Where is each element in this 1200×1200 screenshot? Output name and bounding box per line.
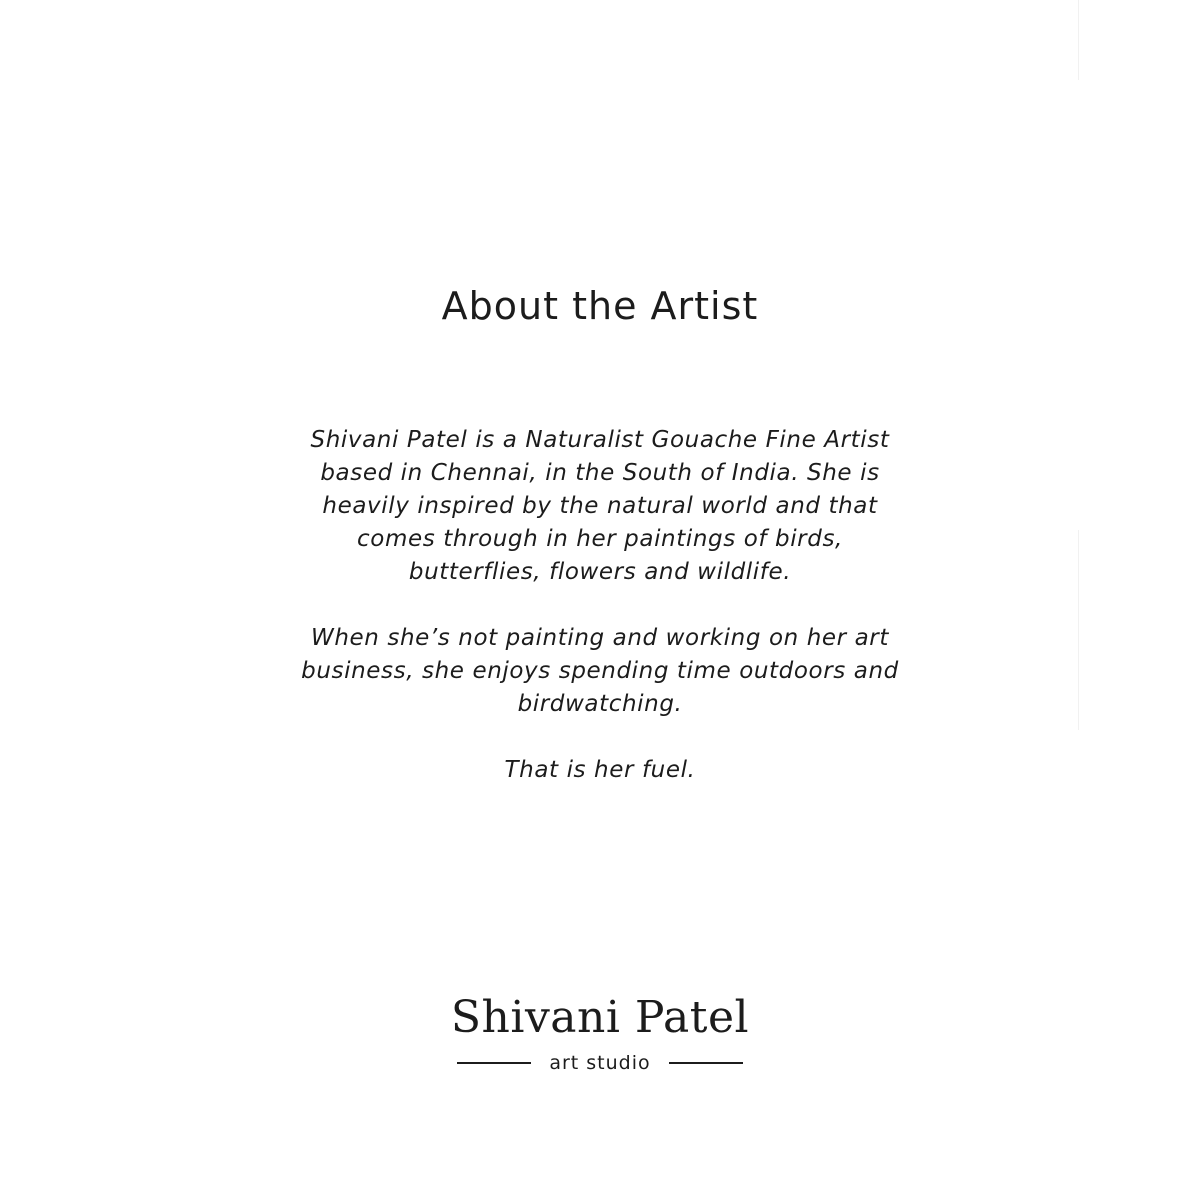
- bio-line: When she’s not painting and working on her art: [311, 625, 889, 651]
- bio-line: based in Chennai, in the South of India. She is: [320, 460, 880, 486]
- logo-name: Shivani Patel: [450, 992, 750, 1043]
- logo-subtitle: art studio: [549, 1052, 651, 1074]
- bio-line: That is her fuel.: [504, 757, 696, 783]
- bio-line: comes through in her paintings of birds,: [357, 526, 843, 552]
- bio-paragraph: [250, 622, 950, 721]
- bio-line: business, she enjoys spending time outdoors and: [301, 658, 899, 684]
- edge-mark: [1078, 530, 1079, 730]
- page-title: About the Artist: [441, 284, 759, 328]
- bio-paragraph: [250, 754, 950, 787]
- bio-line: Shivani Patel is a Naturalist Gouache Fine Artist: [310, 427, 890, 453]
- bio-line: heavily inspired by the natural world and that: [322, 493, 878, 519]
- bio-line: birdwatching.: [517, 691, 683, 717]
- studio-logo: [0, 990, 1200, 1074]
- logo-divider-left: [457, 1062, 531, 1064]
- logo-divider-right: [669, 1062, 743, 1064]
- logo-subtitle-row: [0, 1052, 1200, 1074]
- bio-line: butterflies, flowers and wildlife.: [408, 559, 792, 585]
- artist-bio: [250, 424, 950, 820]
- bio-paragraph: [250, 424, 950, 589]
- edge-mark: [1078, 0, 1079, 80]
